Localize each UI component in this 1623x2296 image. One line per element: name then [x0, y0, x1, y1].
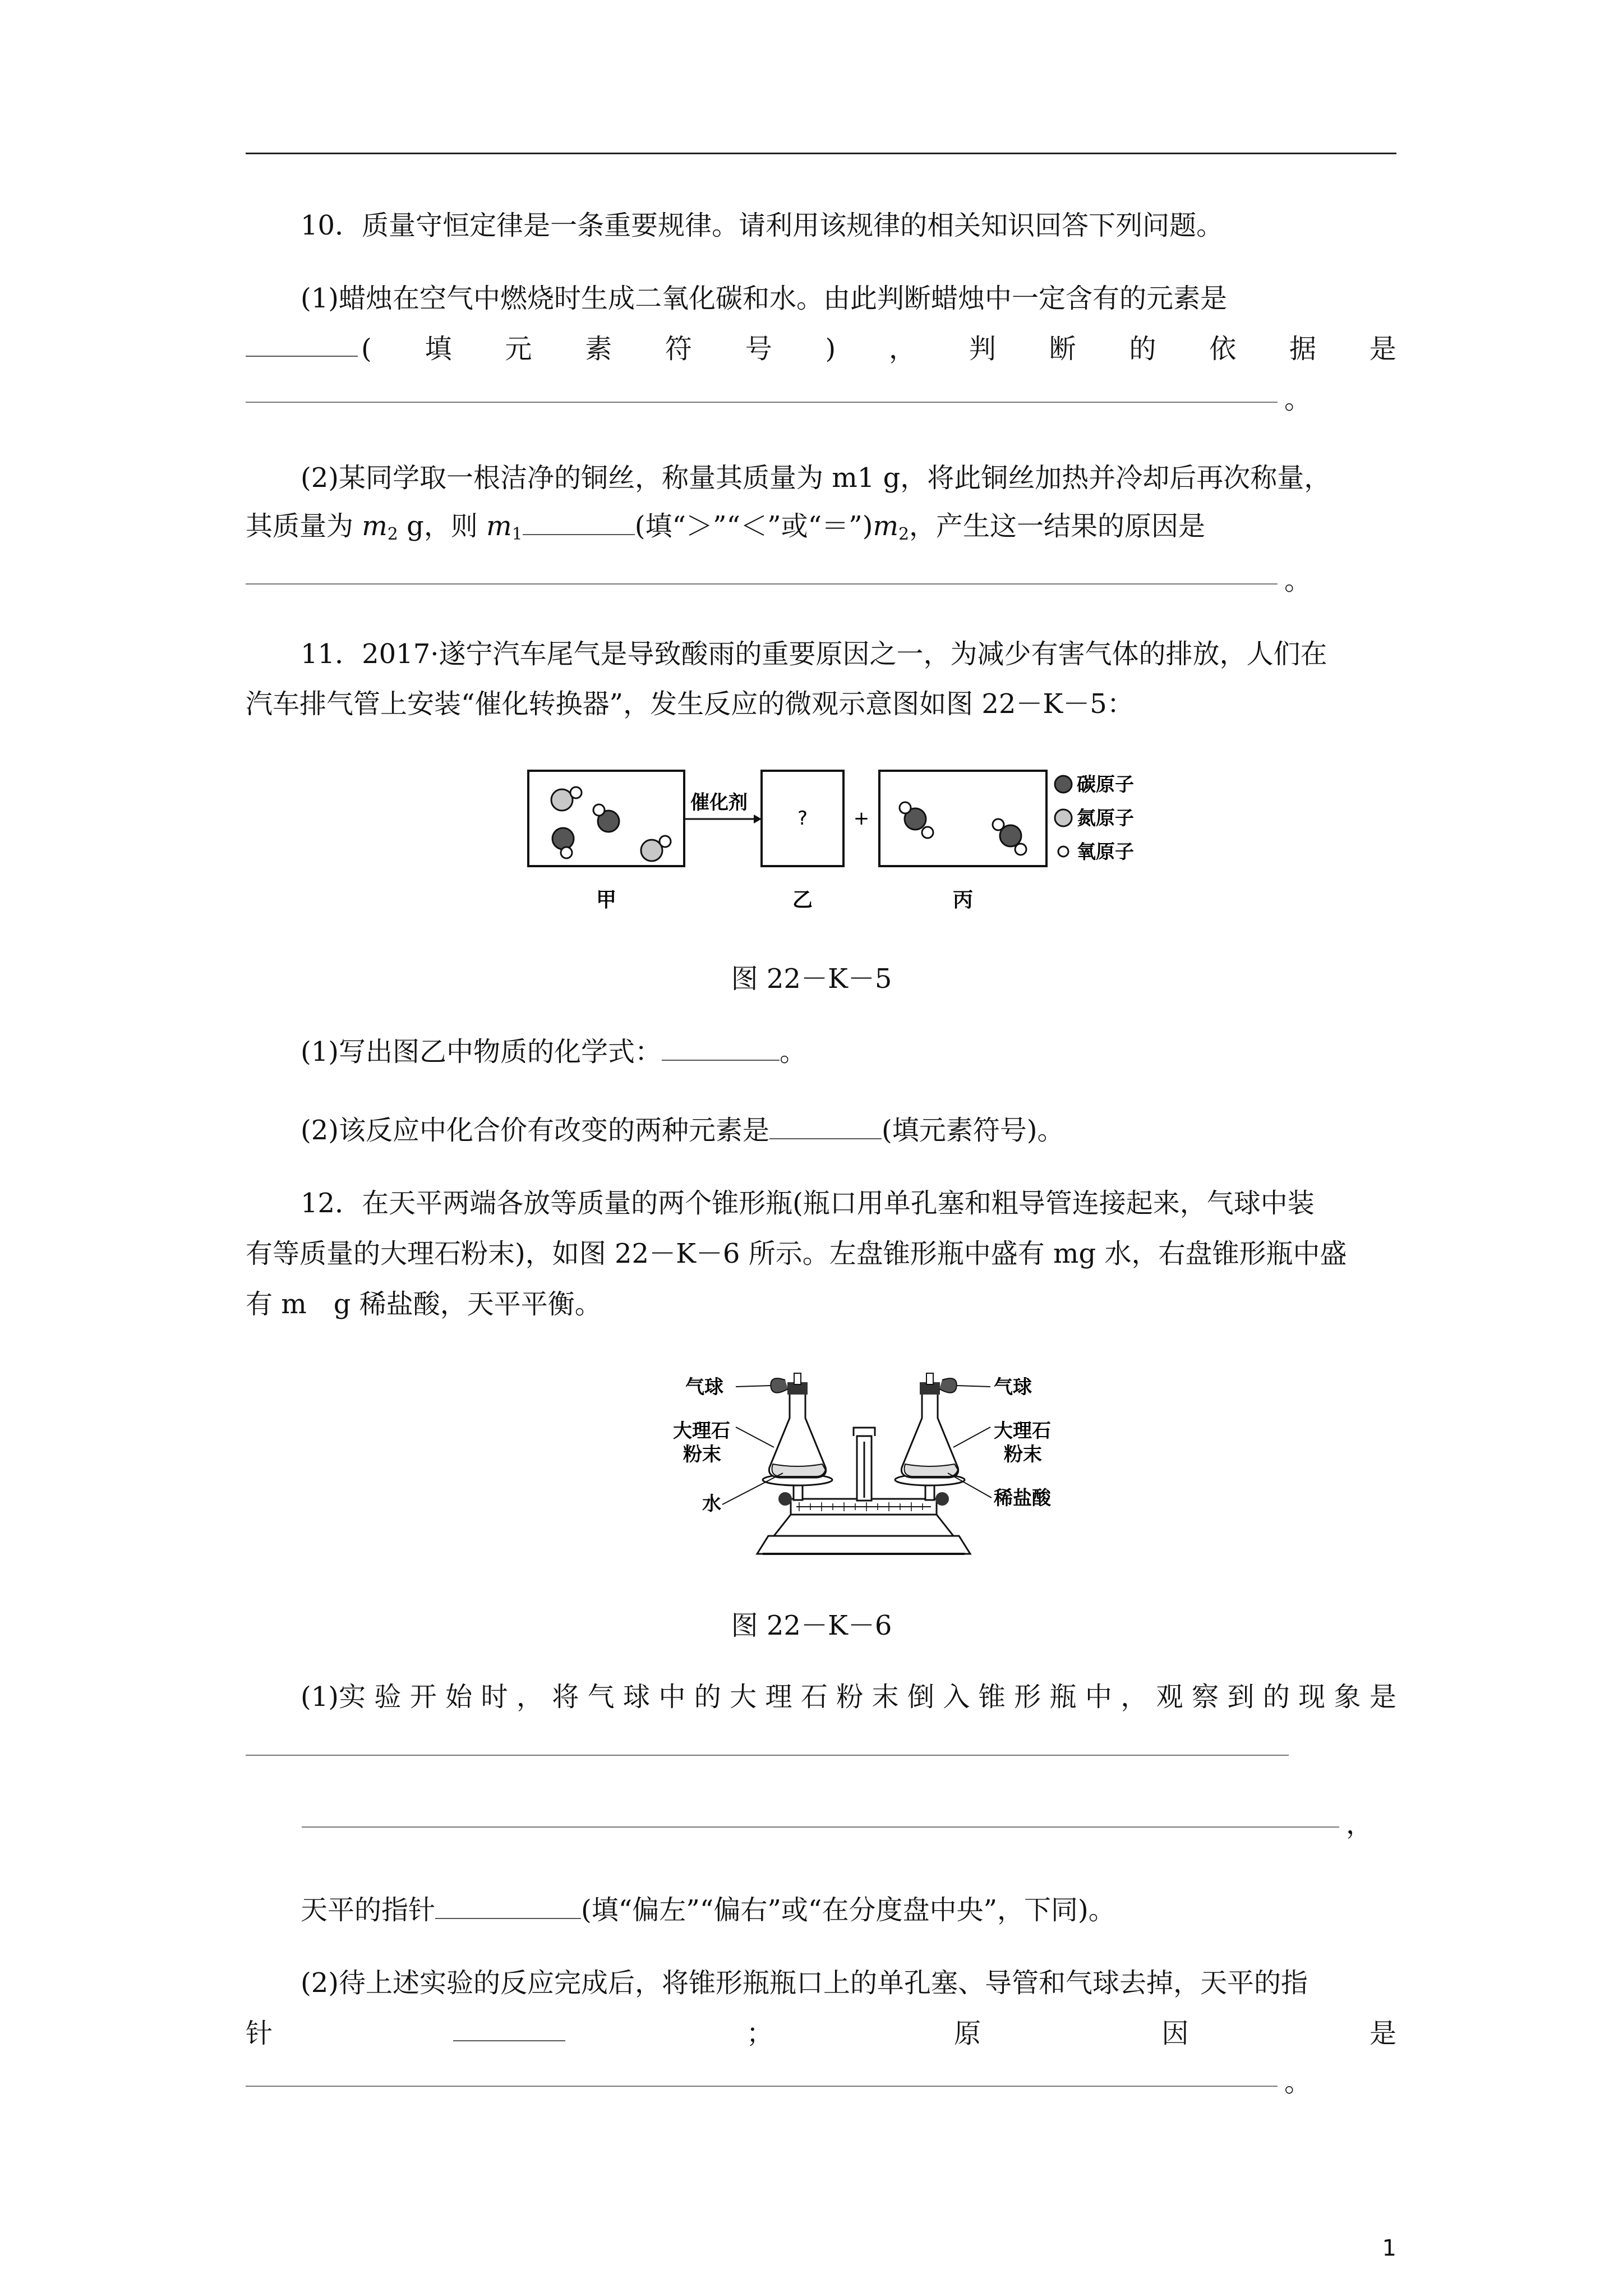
answer-blank[interactable] [523, 510, 635, 535]
text-segment: 中 [658, 1681, 686, 1713]
q12-part2-line2: 针 ； 原 因 是 [246, 2018, 1396, 2049]
legend-nitrogen-icon [1055, 809, 1072, 826]
q11-line2: 汽车排气管上安装“催化转换器”，发生反应的微观示意图如图 22－K－5： [246, 688, 1134, 720]
q11-part1: (1)写出图乙中物质的化学式： 。 [301, 1036, 807, 1068]
label-balloon-left: 气球 [685, 1376, 723, 1398]
legend-oxygen-icon [1058, 846, 1068, 857]
legend-nitrogen: 氮原子 [1077, 807, 1134, 830]
q12-line2: 有等质量的大理石粉末)，如图 22－K－6 所示。左盘锥形瓶中盛有 mg 水，右盘锥形瓶中盛 [246, 1238, 1347, 1269]
right-knob [935, 1492, 949, 1506]
text-segment: 粉 [836, 1681, 864, 1713]
q12-part1-tail: 天平的指针 (填“偏左”“偏右”或“在分度盘中央”，下同)。 [301, 1894, 1115, 1926]
plus-sign: + [853, 807, 870, 830]
text-segment: 依 [1209, 333, 1237, 365]
q10-part1-line1: (1)蜡烛在空气中燃烧时生成二氧化碳和水。由此判断蜡烛中一定含有的元素是 [301, 283, 1227, 314]
text-segment: 素 [585, 333, 612, 365]
text-segment: 中 [1085, 1681, 1112, 1713]
text-segment: 球 [623, 1681, 650, 1713]
answer-blank[interactable] [769, 1115, 882, 1139]
left-balloon [771, 1378, 788, 1393]
period: 。 [1284, 2067, 1312, 2098]
q12-line1: 12．在天平两端各放等质量的两个锥形瓶(瓶口用单孔塞和粗导管连接起来，气球中装 [301, 1188, 1315, 1219]
label-powder-left: 粉末 [683, 1443, 721, 1466]
q11-line1: 11．2017·遂宁汽车尾气是导致酸雨的重要原因之一，为减少有害气体的排放，人们在 [301, 638, 1327, 670]
carbon-atom [552, 828, 574, 849]
answer-blank[interactable] [246, 332, 358, 357]
oxygen-atom [922, 827, 933, 838]
label-balloon-right: 气球 [994, 1376, 1032, 1398]
text-segment: 是 [1369, 1681, 1396, 1713]
legend-carbon-icon [1055, 776, 1072, 793]
label-marble-left: 大理石 [673, 1420, 730, 1442]
q10-stem: 10．质量守恒定律是一条重要规律。请利用该规律的相关知识回答下列问题。 [301, 210, 1224, 241]
text-segment: 理 [765, 1681, 792, 1713]
oxygen-atom [561, 847, 572, 858]
label-powder-right: 粉末 [1004, 1443, 1042, 1466]
q12-part2-line1: (2)待上述实验的反应完成后，将锥形瓶瓶口上的单孔塞、导管和气球去掉，天平的指 [301, 1967, 1308, 1999]
label-bing: 丙 [952, 889, 974, 912]
text-segment: 察 [1191, 1681, 1219, 1713]
period: 。 [1284, 565, 1312, 596]
figure-caption: 图 22－K－6 [731, 1610, 892, 1641]
text-segment: 判 [969, 333, 996, 365]
header-rule [246, 153, 1396, 154]
text-segment: 验 [374, 1681, 402, 1713]
q10-part1-line2-text [361, 332, 1396, 366]
legend-carbon: 碳原子 [1077, 774, 1134, 796]
text-segment: 瓶 [1049, 1681, 1077, 1713]
text-segment: 倒 [907, 1681, 934, 1713]
q10-part2-line2: 其质量为 $m_2$ g，则 $m_1$ (填“＞”“＜”或“$=”)m_2$，产生这一结果的原因是 [246, 510, 1206, 544]
catalyst-label: 催化剂 [690, 792, 748, 814]
text-segment: ， [889, 333, 916, 365]
question-mark: ? [797, 807, 808, 830]
text-segment: 将 [552, 1681, 579, 1713]
text-segment: ， [1121, 1681, 1148, 1713]
answer-blank[interactable] [662, 1036, 780, 1061]
text-segment: 到 [1227, 1681, 1255, 1713]
text-segment: 号 [745, 333, 772, 365]
q10-part2-line1: (2)某同学取一根洁净的铜丝，称量其质量为 m1 g，将此铜丝加热并冷却后再次称量， [301, 462, 1331, 494]
text-segment: (1)实 [301, 1681, 366, 1713]
text-segment: 末 [872, 1681, 899, 1713]
text-segment: 填 [425, 333, 452, 365]
text-segment: 象 [1334, 1681, 1361, 1713]
label-acid: 稀盐酸 [994, 1487, 1051, 1510]
figure-caption: 图 22－K－5 [731, 963, 892, 995]
nitrogen-atom [551, 789, 573, 811]
page-number: 1 [1382, 2235, 1396, 2261]
oxygen-atom [900, 802, 911, 813]
answer-line[interactable] [246, 583, 1278, 585]
text-segment: ) [825, 333, 836, 365]
text-segment: ( [361, 333, 372, 365]
arrow-head [754, 815, 762, 823]
text-segment: 的 [694, 1681, 721, 1713]
text-segment: 开 [409, 1681, 437, 1713]
text-segment: 据 [1289, 333, 1317, 365]
text-segment: 现 [1298, 1681, 1326, 1713]
comma: ， [1346, 1809, 1373, 1840]
right-balloon [939, 1378, 957, 1393]
label-water: 水 [702, 1493, 721, 1515]
text-segment: 大 [730, 1681, 757, 1713]
text-segment: 石 [800, 1681, 828, 1713]
oxygen-atom [660, 836, 671, 847]
text-segment: 观 [1156, 1681, 1183, 1713]
text-segment: 气 [587, 1681, 615, 1713]
answer-line[interactable] [246, 1755, 1289, 1756]
q12-line3: 有 m g 稀盐酸，天平平衡。 [246, 1289, 602, 1320]
q10-part1-line2 [246, 332, 1396, 366]
text-segment: 形 [1014, 1681, 1041, 1713]
answer-blank[interactable] [435, 1894, 581, 1919]
text-segment: 的 [1129, 333, 1156, 365]
label-marble-right: 大理石 [994, 1420, 1051, 1442]
balance-stand [774, 1515, 953, 1536]
oxygen-atom [593, 804, 605, 816]
balance-figure [673, 1358, 1066, 1565]
text-segment: 断 [1049, 333, 1076, 365]
label-yi: 乙 [792, 889, 813, 912]
text-segment: 的 [1262, 1681, 1290, 1713]
q12-part1-line1 [301, 1680, 1396, 1714]
text-segment: ， [516, 1681, 543, 1713]
oxygen-atom [1015, 844, 1026, 855]
answer-line[interactable] [246, 402, 1278, 403]
answer-blank[interactable] [453, 2017, 565, 2041]
oxygen-atom [993, 819, 1004, 830]
text-segment: 元 [505, 333, 532, 365]
legend-oxygen: 氧原子 [1077, 841, 1134, 863]
reaction-figure [527, 763, 1134, 920]
q11-part2: (2)该反应中化合价有改变的两种元素是 (填元素符号)。 [301, 1115, 1064, 1146]
period: 。 [1284, 384, 1312, 415]
balance-base [757, 1536, 970, 1554]
text-segment: 是 [1369, 333, 1396, 365]
text-segment: 符 [665, 333, 692, 365]
answer-line[interactable] [246, 2086, 1278, 2087]
text-segment: 时 [481, 1681, 508, 1713]
oxygen-atom [570, 787, 582, 798]
answer-line[interactable] [302, 1826, 1339, 1828]
text-segment: 始 [445, 1681, 473, 1713]
text-segment: 入 [943, 1681, 970, 1713]
left-knob [778, 1492, 792, 1506]
label-jia: 甲 [596, 889, 617, 912]
text-segment: 锥 [978, 1681, 1006, 1713]
